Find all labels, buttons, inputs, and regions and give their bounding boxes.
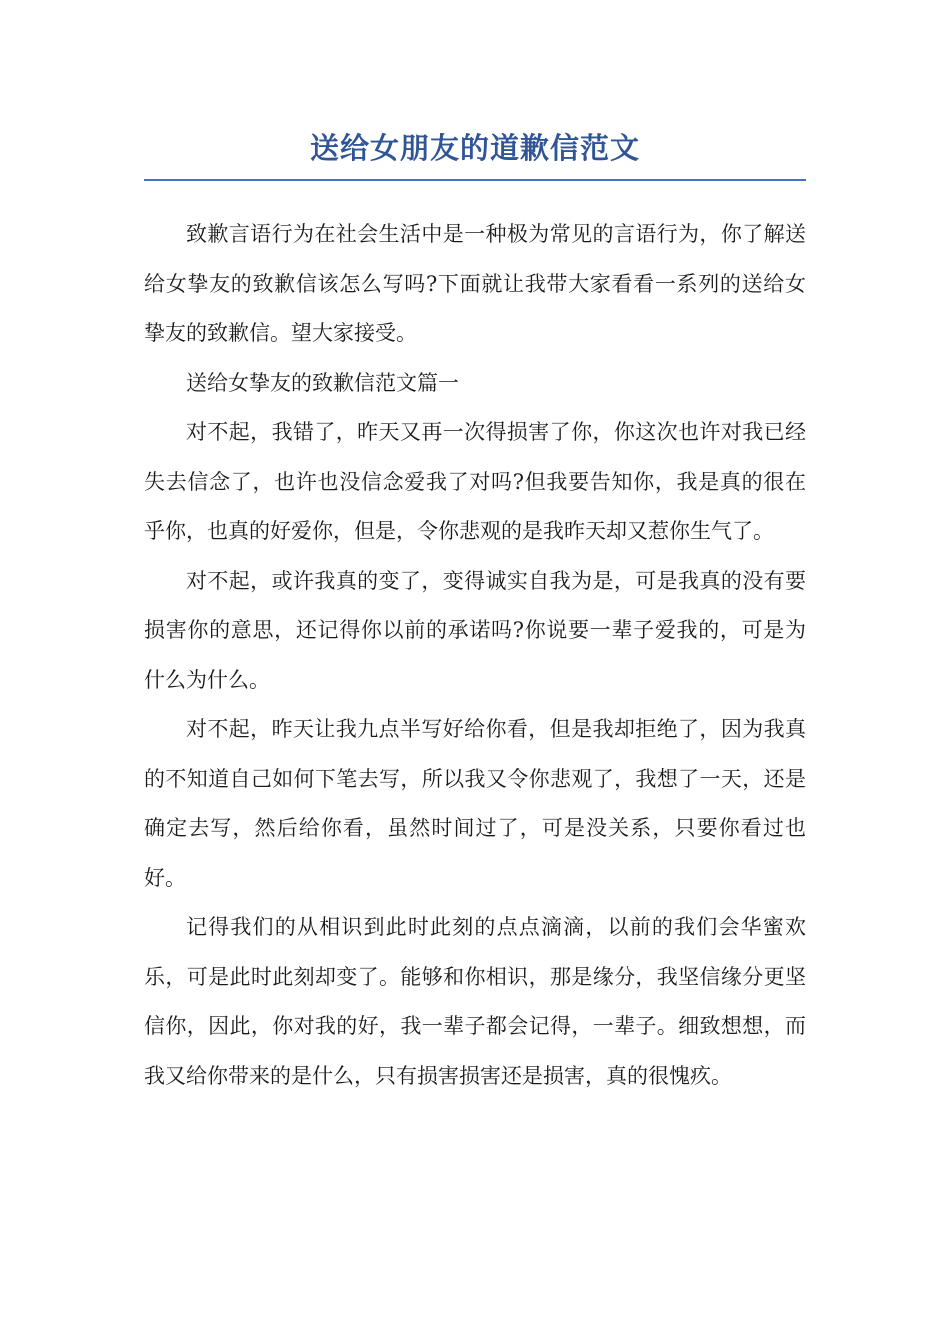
paragraph: 记得我们的从相识到此时此刻的点点滴滴，以前的我们会华蜜欢乐，可是此时此刻却变了。能够和你相识，那是缘分，我坚信缘分更坚信你，因此，你对我的好，我一辈子都会记得，一辈子。细致想想，而我又给你带来的是什么，只有损害损害还是损害，真的很愧疚。 — [144, 915, 806, 1088]
paragraph: 对不起，昨天让我九点半写好给你看，但是我却拒绝了，因为我真的不知道自己如何下笔去写，所以我又令你悲观了，我想了一天，还是确定去写，然后给你看，虽然时间过了，可是没关系，只要你看过也好。 — [144, 717, 806, 890]
document-title: 送给女朋友的道歉信范文 — [309, 131, 640, 165]
document-body — [144, 210, 806, 1101]
paragraph: 对不起，或许我真的变了，变得诚实自我为是，可是我真的没有要损害你的意思，还记得你以前的承诺吗?你说要一辈子爱我的，可是为什么为什么。 — [144, 568, 806, 692]
paragraph: 对不起，我错了，昨天又再一次得损害了你，你这次也许对我已经失去信念了，也许也没信念爱我了对吗?但我要告知你，我是真的很在乎你，也真的好爱你，但是，令你悲观的是我昨天却又惹你生气了。 — [144, 420, 806, 543]
section-heading: 送给女挚友的致歉信范文篇一 — [186, 370, 459, 395]
title-underline — [144, 179, 806, 181]
paragraph-intro: 致歉言语行为在社会生活中是一种极为常见的言语行为，你了解送给女挚友的致歉信该怎么写吗?下面就让我带大家看看一系列的送给女挚友的致歉信。望大家接受。 — [144, 222, 806, 345]
